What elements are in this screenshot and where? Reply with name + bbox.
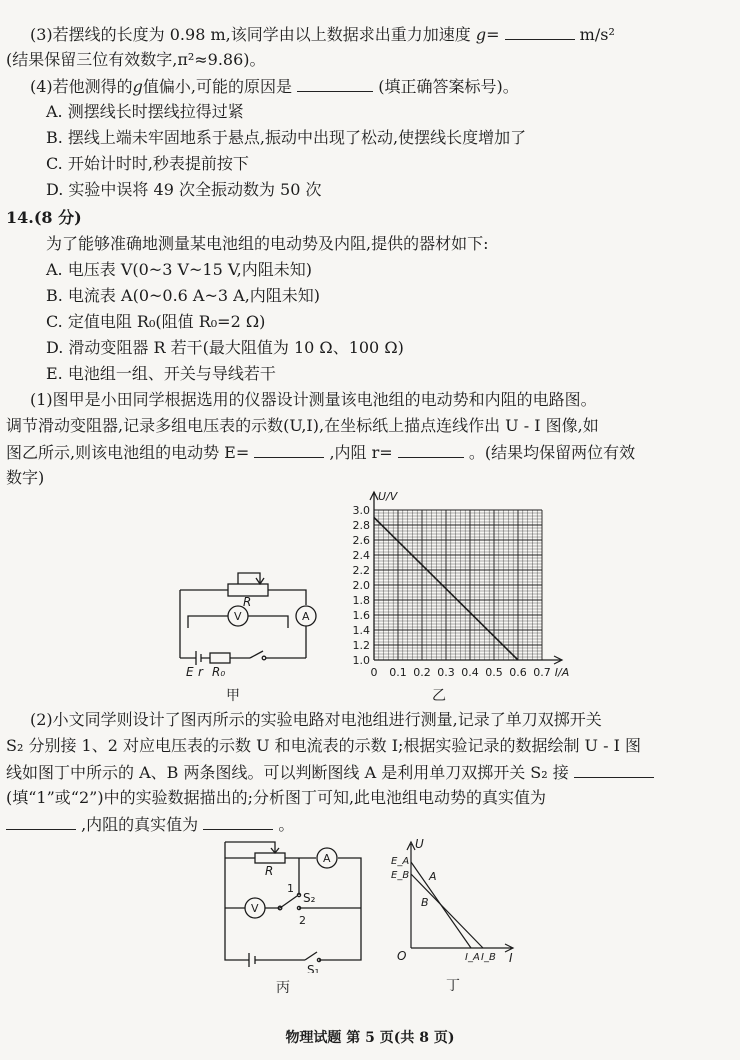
svg-text:V: V <box>251 902 259 915</box>
svg-text:A: A <box>429 870 437 883</box>
q14-p1-line1: (1)图甲是小田同学根据选用的仪器设计测量该电池组的电动势和内阻的电路图。 <box>30 390 597 409</box>
q14-p1-line4: 数字) <box>6 468 45 487</box>
q13-part3-note: (结果保留三位有效数字,π²≈9.86)。 <box>6 50 266 69</box>
equipment-e: E. 电池组一组、开关与导线若干 <box>46 364 276 383</box>
figure-bing-circuit <box>215 838 375 973</box>
answer-blank-resistance[interactable] <box>398 440 464 458</box>
svg-text:1: 1 <box>287 882 294 895</box>
y-tick-label: 2.0 <box>352 579 370 592</box>
svg-text:U: U <box>415 837 424 851</box>
svg-text:E: E <box>186 665 194 679</box>
svg-text:A: A <box>302 610 310 623</box>
q14-p2-line2: S₂ 分别接 1、2 对应电压表的示数 U 和电流表的示数 I;根据实验记录的数据绘制 U - I 图 <box>6 736 642 755</box>
q13-part4: (4)若他测得的g值偏小,可能的原因是 (填正确答案标号)。 <box>30 74 519 99</box>
q13-option-b: B. 摆线上端未牢固地系于悬点,振动中出现了松动,使摆线长度增加了 <box>46 128 527 147</box>
q13-option-a: A. 测摆线长时摆线拉得过紧 <box>46 102 244 121</box>
q14-p2-line3: 线如图丁中所示的 A、B 两条图线。可以判断图线 A 是利用单刀双掷开关 S₂ 接 <box>6 760 654 785</box>
wire-outer <box>225 842 361 960</box>
switch-S2 <box>280 896 297 908</box>
resistor-R0 <box>210 653 230 663</box>
q14-intro: 为了能够准确地测量某电池组的电动势及内阻,提供的器材如下: <box>46 234 489 253</box>
svg-text:A: A <box>323 852 331 865</box>
answer-blank-true-resistance[interactable] <box>203 812 273 830</box>
y-tick-label: 1.8 <box>352 594 370 607</box>
x-tick-label: 0.7 <box>533 666 551 679</box>
svg-text:E_A: E_A <box>391 856 410 867</box>
svg-text:r: r <box>198 665 203 679</box>
svg-text:2: 2 <box>299 914 306 927</box>
equipment-c: C. 定值电阻 R₀(阻值 R₀=2 Ω) <box>46 312 266 331</box>
y-tick-label: 1.6 <box>352 609 370 622</box>
answer-blank-reason[interactable] <box>297 74 373 92</box>
switch-S1 <box>305 952 317 960</box>
figure-yi-caption: 乙 <box>432 688 446 704</box>
page-footer: 物理试题 第 5 页(共 8 页) <box>285 1030 455 1046</box>
x-tick-label: 0.3 <box>437 666 455 679</box>
answer-blank-switch-position[interactable] <box>574 760 654 778</box>
q14-number: 14.(8 分) <box>6 208 82 227</box>
figure-yi-chart <box>330 488 580 688</box>
svg-text:S₁: S₁ <box>307 963 320 973</box>
q14-p2-line1: (2)小文同学则设计了图丙所示的实验电路对电池组进行测量,记录了单刀双掷开关 <box>30 710 602 729</box>
svg-text:R: R <box>243 595 252 609</box>
x-tick-label: 0.5 <box>485 666 503 679</box>
y-tick-label: 1.2 <box>352 639 370 652</box>
battery <box>249 953 261 967</box>
svg-text:E_B: E_B <box>391 870 410 881</box>
y-tick-label: 3.0 <box>352 504 370 517</box>
figure-jia-caption: 甲 <box>226 688 240 704</box>
figure-jia-circuit <box>168 560 338 680</box>
svg-text:V: V <box>234 610 242 623</box>
svg-text:B: B <box>421 896 429 909</box>
answer-blank-true-emf[interactable] <box>6 812 76 830</box>
q14-p2-line5: ,内阻的真实值为 。 <box>6 812 294 837</box>
y-tick-label: 2.4 <box>352 549 370 562</box>
wire-bottom <box>180 651 306 665</box>
answer-blank-g[interactable] <box>505 22 575 40</box>
i-axis <box>411 944 513 952</box>
equipment-d: D. 滑动变阻器 R 若干(最大阻值为 10 Ω、100 Ω) <box>46 338 404 357</box>
rheostat-R <box>255 853 285 863</box>
answer-blank-emf[interactable] <box>254 440 324 458</box>
rheostat-slider <box>238 573 264 584</box>
q14-p2-line4: (填“1”或“2”)中的实验数据描出的;分析图丁可知,此电池组电动势的真实值为 <box>6 788 547 807</box>
y-tick-label: 2.6 <box>352 534 370 547</box>
x-axis-label: I/A <box>554 666 570 679</box>
y-tick-label: 2.8 <box>352 519 370 532</box>
q14-p1-line3: 图乙所示,则该电池组的电动势 E= ,内阻 r= 。(结果均保留两位有效 <box>6 440 635 465</box>
wire-slider <box>225 842 275 852</box>
q13-option-c: C. 开始计时时,秒表提前按下 <box>46 154 249 173</box>
q13-option-d: D. 实验中误将 49 次全振动数为 50 次 <box>46 180 322 199</box>
figure-ding-graph <box>385 836 525 966</box>
x-tick-label: 0 <box>370 666 378 679</box>
switch-contact <box>262 656 266 660</box>
svg-text:R: R <box>265 864 274 878</box>
x-tick-label: 0.1 <box>389 666 407 679</box>
switch <box>250 651 263 658</box>
svg-text:I: I <box>509 951 513 965</box>
svg-text:I_A: I_A <box>465 952 480 963</box>
y-tick-label: 1.4 <box>352 624 370 637</box>
q13-part3: (3)若摆线的长度为 0.98 m,该同学由以上数据求出重力加速度 g= m/s² <box>30 22 615 47</box>
svg-text:I_B: I_B <box>481 952 496 963</box>
q14-p1-line2: 调节滑动变阻器,记录多组电压表的示数(U,I),在坐标纸上描点连线作出 U - I 图像,如 <box>6 416 599 435</box>
x-tick-label: 0.2 <box>413 666 431 679</box>
equipment-a: A. 电压表 V(0~3 V~15 V,内阻未知) <box>46 260 312 279</box>
x-tick-label: 0.4 <box>461 666 479 679</box>
y-tick-label: 2.2 <box>352 564 370 577</box>
x-tick-label: 0.6 <box>509 666 527 679</box>
y-axis-label: U/V <box>378 490 398 503</box>
svg-text:S₂: S₂ <box>303 891 316 905</box>
line-B <box>411 874 483 948</box>
svg-text:O: O <box>397 949 407 963</box>
figure-ding-caption: 丁 <box>446 978 460 994</box>
equipment-b: B. 电流表 A(0~0.6 A~3 A,内阻未知) <box>46 286 321 305</box>
figure-bing-caption: 丙 <box>276 980 290 996</box>
y-tick-label: 1.0 <box>352 654 370 667</box>
svg-text:R₀: R₀ <box>212 665 226 679</box>
